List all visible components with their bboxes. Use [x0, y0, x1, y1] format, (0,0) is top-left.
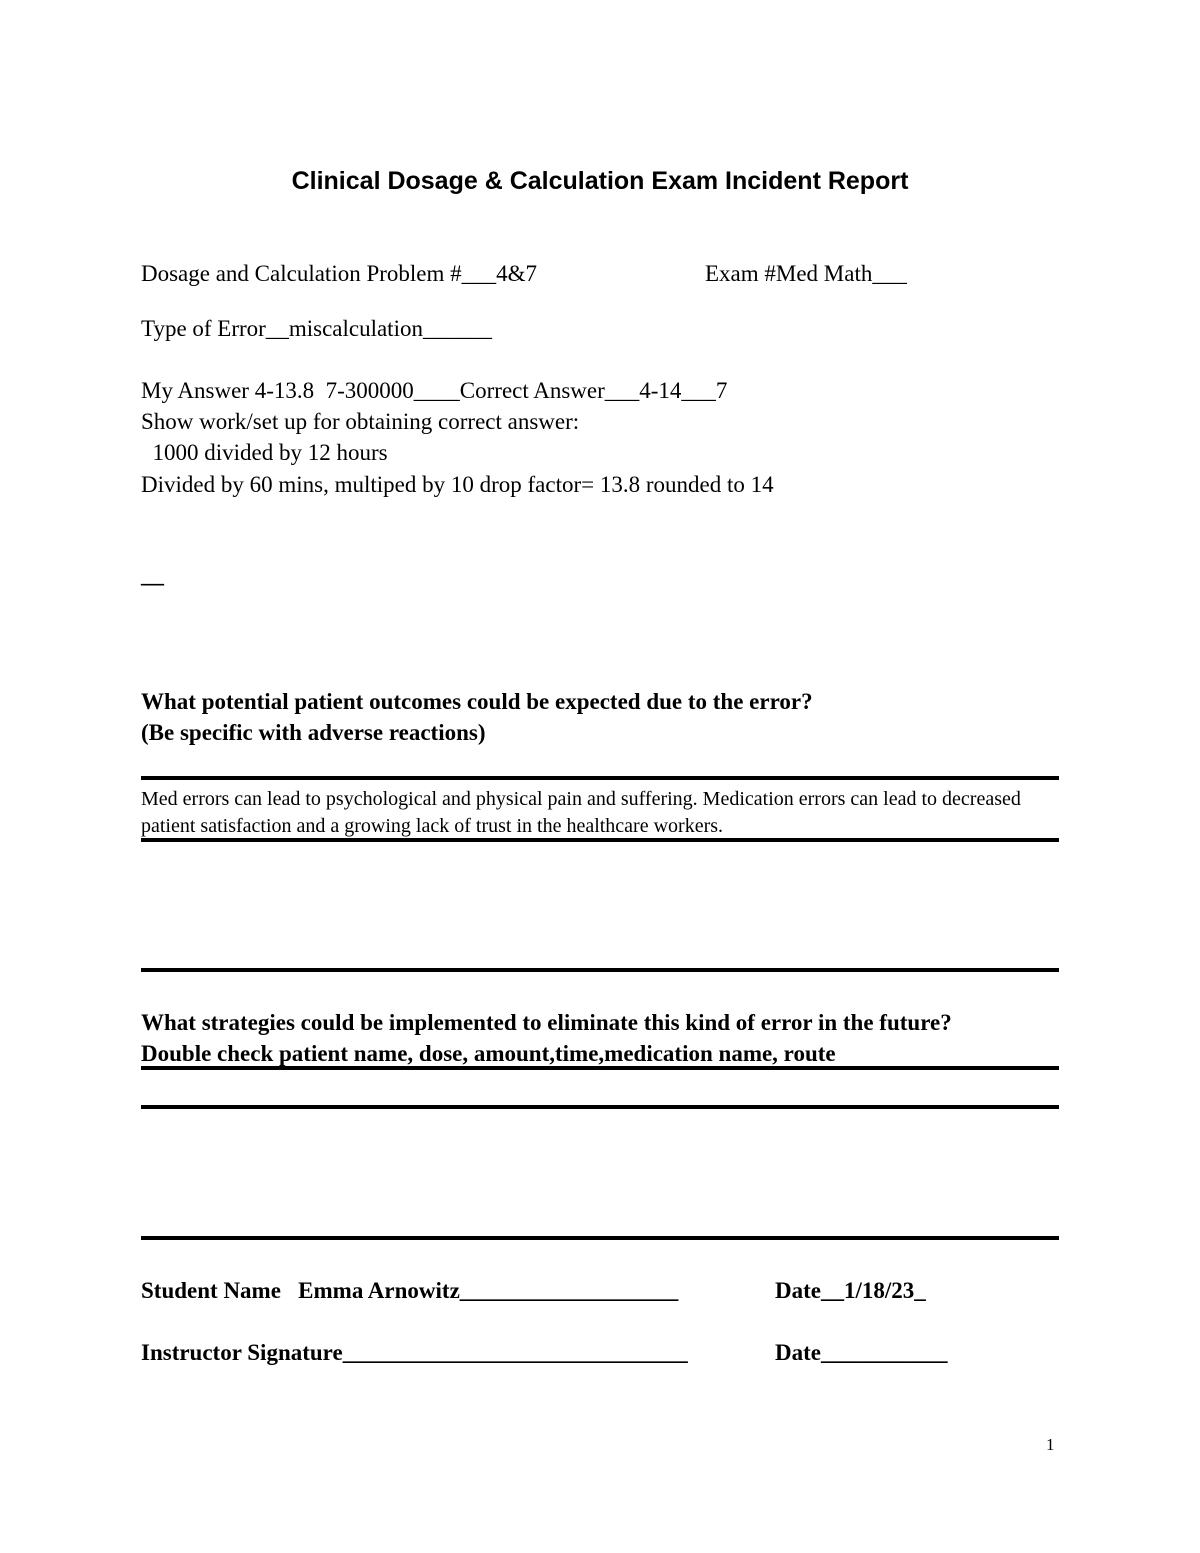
student-date-field: Date__1/18/23_	[775, 1278, 926, 1303]
outcomes-rule-bottom	[141, 838, 1059, 842]
outcomes-question-note: (Be specific with adverse reactions)	[141, 720, 486, 745]
dash-mark: —	[141, 570, 164, 595]
work-step-1: 1000 divided by 12 hours	[141, 440, 388, 465]
outcomes-rule-top	[141, 776, 1059, 780]
error-type-field: Type of Error__miscalculation______	[141, 316, 492, 341]
outcomes-rule-end	[141, 968, 1059, 972]
outcomes-answer: Med errors can lead to psychological and physical pain and suffering. Medication errors can lead to decreased patient satisfaction and a growing lack of trust in the healthcare workers.	[141, 788, 1021, 837]
strategies-question: What strategies could be implemented to eliminate this kind of error in the future?	[141, 1010, 952, 1035]
show-work-label: Show work/set up for obtaining correct answer:	[141, 409, 580, 434]
instructor-signature-field: Instructor Signature______________________________	[141, 1340, 688, 1365]
student-name-field: Student Name Emma Arnowitz___________________	[141, 1278, 679, 1303]
report-title: Clinical Dosage & Calculation Exam Incident Report	[291, 167, 909, 195]
problem-number-field: Dosage and Calculation Problem #___4&7	[141, 261, 538, 286]
work-step-2: Divided by 60 mins, multiped by 10 drop factor= 13.8 rounded to 14	[141, 472, 774, 497]
answers-line: My Answer 4-13.8 7-300000____Correct Answer___4-14___7	[141, 378, 728, 403]
strategies-rule-3	[141, 1236, 1059, 1240]
strategies-answer: Double check patient name, dose, amount,time,medication name, route	[141, 1041, 836, 1066]
instructor-date-field: Date___________	[775, 1340, 948, 1365]
outcomes-question: What potential patient outcomes could be expected due to the error?	[141, 689, 813, 714]
strategies-rule-1	[141, 1066, 1059, 1070]
exam-number-field: Exam #Med Math___	[705, 261, 907, 286]
page-number: 1	[1046, 1435, 1055, 1454]
strategies-rule-2	[141, 1105, 1059, 1109]
